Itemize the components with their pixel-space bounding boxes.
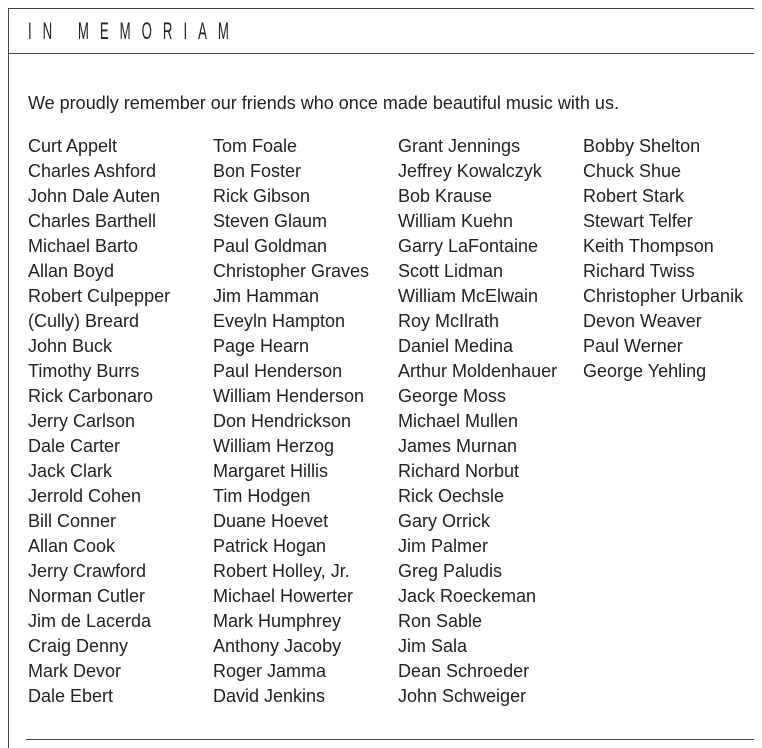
memorial-name: Keith Thompson (583, 236, 714, 256)
memorial-name: Arthur Moldenhauer (398, 361, 558, 381)
memorial-name: Jeffrey Kowalczyk (398, 161, 542, 181)
memorial-name: John Schweiger (398, 686, 527, 706)
memorial-name: Bob Krause (398, 186, 493, 206)
memorial-name: Paul Werner (583, 336, 683, 356)
memorial-name: Jack Roeckeman (398, 586, 537, 606)
memorial-name: Bobby Shelton (583, 136, 701, 156)
memorial-name: Mark Devor (28, 661, 122, 681)
memorial-name: John Dale Auten (28, 186, 161, 206)
memorial-name: Roy McIlrath (398, 311, 500, 331)
memorial-name: Paul Goldman (213, 236, 328, 256)
memorial-name: Michael Barto (28, 236, 139, 256)
memorial-name: John Buck (28, 336, 113, 356)
memorial-name: Rick Oechsle (398, 486, 505, 506)
memorial-name: Steven Glaum (213, 211, 328, 231)
memorial-name: Robert Culpepper (28, 286, 171, 306)
names-column-4 (583, 134, 743, 384)
memorial-name: Mark Humphrey (213, 611, 342, 631)
memorial-name: Rick Gibson (213, 186, 311, 206)
memorial-name: Roger Jamma (213, 661, 327, 681)
memorial-name: Allan Boyd (28, 261, 115, 281)
memorial-name: Norman Cutler (28, 586, 146, 606)
memorial-name: Jack Clark (28, 461, 113, 481)
memorial-name: James Murnan (398, 436, 518, 456)
memorial-name: Jim Palmer (398, 536, 489, 556)
title-rule (8, 53, 754, 54)
memorial-name: Scott Lidman (398, 261, 504, 281)
memorial-name: Page Hearn (213, 336, 310, 356)
memorial-name: Daniel Medina (398, 336, 514, 356)
memorial-name: Christopher Graves (213, 261, 370, 281)
memorial-name: Jim Sala (398, 636, 468, 656)
memorial-name: Bill Conner (28, 511, 117, 531)
memorial-name: Curt Appelt (28, 136, 118, 156)
memorial-name: Charles Ashford (28, 161, 157, 181)
names-column-3 (398, 134, 557, 709)
memorial-name: Robert Stark (583, 186, 685, 206)
memorial-name: Margaret Hillis (213, 461, 329, 481)
memorial-name: Charles Barthell (28, 211, 157, 231)
memorial-name: Paul Henderson (213, 361, 343, 381)
names-column-2 (213, 134, 369, 709)
memorial-name: Ron Sable (398, 611, 483, 631)
memorial-name: Patrick Hogan (213, 536, 327, 556)
memorial-name: Richard Norbut (398, 461, 520, 481)
bottom-rule (26, 739, 754, 740)
page-title: IN MEMORIAM (28, 18, 240, 45)
memorial-name: (Cully) Breard (28, 311, 140, 331)
memorial-name: Duane Hoevet (213, 511, 329, 531)
memorial-name: Chuck Shue (583, 161, 682, 181)
memorial-name: Gary Orrick (398, 511, 490, 531)
memorial-name: Robert Holley, Jr. (213, 561, 350, 581)
left-rule (8, 8, 9, 748)
memorial-name: Timothy Burrs (28, 361, 140, 381)
memorial-name: Don Hendrickson (213, 411, 352, 431)
memorial-name: Dean Schroeder (398, 661, 530, 681)
memorial-name: Rick Carbonaro (28, 386, 154, 406)
names-column-1 (28, 134, 170, 709)
memorial-name: Michael Mullen (398, 411, 519, 431)
memorial-name: William Kuehn (398, 211, 514, 231)
memorial-name: Dale Ebert (28, 686, 114, 706)
memorial-name: Eveyln Hampton (213, 311, 346, 331)
memorial-name: Allan Cook (28, 536, 116, 556)
memorial-name: Jim Hamman (213, 286, 320, 306)
memorial-name: David Jenkins (213, 686, 326, 706)
memorial-name: Bon Foster (213, 161, 302, 181)
memorial-name: Devon Weaver (583, 311, 702, 331)
memorial-name: Dale Carter (28, 436, 121, 456)
intro-text: We proudly remember our friends who once made beautiful music with us. (28, 93, 619, 113)
memorial-name: Jerry Carlson (28, 411, 136, 431)
memorial-name: Garry LaFontaine (398, 236, 539, 256)
memorial-name: Jim de Lacerda (28, 611, 152, 631)
memorial-name: William Henderson (213, 386, 365, 406)
memorial-name: Grant Jennings (398, 136, 521, 156)
memorial-name: Anthony Jacoby (213, 636, 342, 656)
top-rule (8, 8, 754, 9)
memorial-name: Tom Foale (213, 136, 298, 156)
memorial-name: Craig Denny (28, 636, 129, 656)
memorial-name: Greg Paludis (398, 561, 503, 581)
memorial-name: George Yehling (583, 361, 707, 381)
memorial-name: Jerry Crawford (28, 561, 147, 581)
memorial-name: Tim Hodgen (213, 486, 311, 506)
memorial-name: Michael Howerter (213, 586, 354, 606)
memorial-name: William Herzog (213, 436, 335, 456)
memorial-name: Stewart Telfer (583, 211, 693, 231)
memorial-name: Jerrold Cohen (28, 486, 142, 506)
memorial-name: Christopher Urbanik (583, 286, 744, 306)
memorial-name: William McElwain (398, 286, 539, 306)
memorial-name: George Moss (398, 386, 507, 406)
memorial-name: Richard Twiss (583, 261, 695, 281)
